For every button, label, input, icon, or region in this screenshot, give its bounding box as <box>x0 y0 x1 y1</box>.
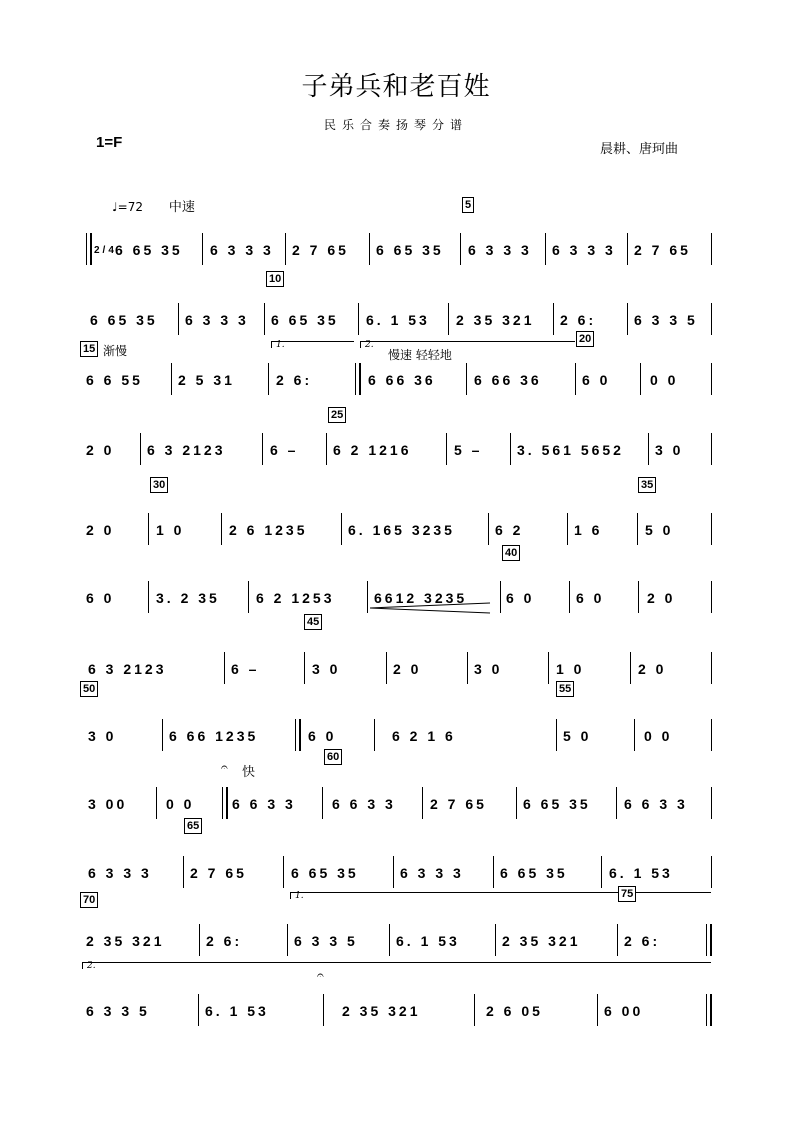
measure-notes: 6 3 3 5 <box>634 312 698 328</box>
measure-notes: 2 35 321 <box>502 933 581 949</box>
measure-notes: 6. 1 53 <box>396 933 460 949</box>
barline <box>638 581 639 613</box>
measure-notes: 0 0 <box>650 372 679 388</box>
barline <box>171 363 172 395</box>
barline <box>556 719 557 751</box>
measure-notes: 2 35 321 <box>86 933 165 949</box>
barline <box>183 856 184 888</box>
score-row <box>0 820 792 898</box>
crescendo-hairpin <box>370 601 494 615</box>
measure-notes: 2 0 <box>86 442 115 458</box>
measure-number: 25 <box>328 407 346 423</box>
measure-notes: 6 65 35 <box>291 865 359 881</box>
barline <box>148 513 149 545</box>
barline <box>285 233 286 265</box>
measure-notes: 3. 561 5652 <box>517 442 624 458</box>
barline <box>711 652 712 684</box>
barline <box>162 719 163 751</box>
barline <box>268 363 269 395</box>
score-row <box>0 888 792 966</box>
measure-notes: 6 2 1 6 <box>392 728 456 744</box>
measure-notes: 6 65 35 <box>523 796 591 812</box>
barline <box>630 652 631 684</box>
barline <box>711 856 712 888</box>
measure-notes: 6 0 <box>582 372 611 388</box>
barline <box>474 994 475 1026</box>
measure-notes: 2 7 65 <box>190 865 247 881</box>
end-repeat-bar <box>706 924 712 956</box>
score-row <box>0 547 792 623</box>
barline <box>198 994 199 1026</box>
tempo-word: 中速 <box>168 200 195 215</box>
start-repeat-bar <box>86 233 92 265</box>
barline <box>553 303 554 335</box>
measure-notes: 6 3 3 5 <box>294 933 358 949</box>
barline <box>369 233 370 265</box>
measure-number: 10 <box>266 271 284 287</box>
barline <box>548 652 549 684</box>
measure-notes: 6 0 <box>576 590 605 606</box>
barline <box>569 581 570 613</box>
measure-notes: 2 35 321 <box>342 1003 421 1019</box>
barline <box>248 581 249 613</box>
measure-notes: 6 6 55 <box>86 372 143 388</box>
barline <box>648 433 649 465</box>
barline <box>323 994 324 1026</box>
measure-number: 70 <box>80 892 98 908</box>
barline <box>640 363 641 395</box>
barline <box>202 233 203 265</box>
volta-2-label: 2. <box>87 961 96 971</box>
score-row <box>0 683 792 761</box>
measure-notes: 3 0 <box>655 442 684 458</box>
barline <box>422 787 423 819</box>
measure-notes: 1 6 <box>574 522 603 538</box>
measure-number: 40 <box>502 545 520 561</box>
barline <box>341 513 342 545</box>
barline <box>601 856 602 888</box>
fermata-icon: 𝄐 <box>221 760 228 774</box>
measure-notes: 6 3 3 3 <box>400 865 464 881</box>
measure-notes: 6 00 <box>604 1003 644 1019</box>
measure-notes: 6 65 35 <box>376 242 444 258</box>
barline <box>358 303 359 335</box>
measure-notes: 6 3 3 5 <box>86 1003 150 1019</box>
measure-notes: 6 66 36 <box>368 372 436 388</box>
score-row <box>0 273 792 345</box>
volta-2-label: 2. <box>365 340 374 350</box>
barline <box>389 924 390 956</box>
measure-notes: 2 0 <box>393 661 422 677</box>
barline <box>711 303 712 335</box>
measure-notes: 6 0 <box>86 590 115 606</box>
measure-notes: 6 65 35 <box>271 312 339 328</box>
measure-notes: 3 0 <box>312 661 341 677</box>
measure-notes: 6 3 2123 <box>88 661 167 677</box>
barline <box>466 363 467 395</box>
measure-notes: 2 6: <box>206 933 243 949</box>
barline <box>148 581 149 613</box>
barline <box>493 856 494 888</box>
key-signature: 1=F <box>96 134 123 151</box>
measure-number: 65 <box>184 818 202 834</box>
score-row <box>0 961 792 1036</box>
measure-notes: 3 0 <box>474 661 503 677</box>
measure-notes: 2 0 <box>638 661 667 677</box>
measure-notes: 6 65 35 <box>90 312 158 328</box>
barline <box>516 787 517 819</box>
measure-notes: 1 0 <box>556 661 585 677</box>
measure-notes: 6 3 3 3 <box>468 242 532 258</box>
barline <box>367 581 368 613</box>
measure-notes: 6 0 <box>506 590 535 606</box>
measure-notes: 6 3 3 3 <box>552 242 616 258</box>
barline <box>199 924 200 956</box>
end-repeat-bar <box>355 363 361 395</box>
page-title: 子弟兵和老百姓 <box>301 72 491 102</box>
measure-notes: 6612 3235 <box>374 590 468 606</box>
barline <box>304 652 305 684</box>
measure-notes: 2 6 05 <box>486 1003 543 1019</box>
measure-notes: 3 00 <box>88 796 128 812</box>
barline <box>488 513 489 545</box>
measure-notes: 2 35 321 <box>456 312 535 328</box>
measure-number: 5 <box>462 197 474 213</box>
barline <box>711 787 712 819</box>
measure-notes: 6 2 1216 <box>333 442 412 458</box>
barline <box>597 994 598 1026</box>
double-barline <box>295 719 301 751</box>
tempo-marking <box>112 196 195 215</box>
measure-notes: 6. 1 53 <box>366 312 430 328</box>
measure-notes: 0 0 <box>644 728 673 744</box>
measure-number: 50 <box>80 681 98 697</box>
measure-number: 30 <box>150 477 168 493</box>
measure-notes: 6. 1 53 <box>205 1003 269 1019</box>
barline <box>221 513 222 545</box>
measure-notes: 6 – <box>231 661 260 677</box>
time-signature: 2/4 <box>94 244 117 256</box>
volta-1-bracket <box>290 892 711 899</box>
barline <box>224 652 225 684</box>
measure-notes: 6 3 3 3 <box>185 312 249 328</box>
final-barline <box>706 994 712 1026</box>
measure-number: 75 <box>618 886 636 902</box>
barline <box>140 433 141 465</box>
measure-notes: 6. 165 3235 <box>348 522 455 538</box>
measure-notes: 2 6: <box>276 372 313 388</box>
measure-notes: 6 65 35 <box>115 242 183 258</box>
measure-notes: 6 65 35 <box>500 865 568 881</box>
score-row <box>0 409 792 475</box>
measure-notes: 2 7 65 <box>634 242 691 258</box>
volta-2-bracket <box>82 962 711 969</box>
barline <box>283 856 284 888</box>
barline <box>575 363 576 395</box>
barline <box>386 652 387 684</box>
barline <box>617 924 618 956</box>
fermata-icon: 𝄐 <box>317 968 324 982</box>
measure-notes: 5 – <box>454 442 483 458</box>
measure-notes: 2 7 65 <box>292 242 349 258</box>
measure-notes: 6 – <box>270 442 299 458</box>
measure-notes: 2 5 31 <box>178 372 235 388</box>
score-row <box>0 333 792 405</box>
barline <box>627 233 628 265</box>
measure-notes: 2 6 1235 <box>229 522 308 538</box>
slowdown-marking: 渐慢 <box>103 344 128 358</box>
barline <box>393 856 394 888</box>
measure-notes: 6 0 <box>308 728 337 744</box>
measure-number: 60 <box>324 749 342 765</box>
volta-1-label: 1. <box>276 340 285 350</box>
barline <box>326 433 327 465</box>
barline <box>495 924 496 956</box>
measure-notes: 2 0 <box>647 590 676 606</box>
slow-gentle-marking: 慢速 轻轻地 <box>388 348 452 362</box>
measure-notes: 6 6 3 3 <box>624 796 688 812</box>
barline <box>448 303 449 335</box>
barline <box>711 233 712 265</box>
measure-notes: 2 6: <box>624 933 661 949</box>
barline <box>616 787 617 819</box>
barline <box>545 233 546 265</box>
measure-notes: 5 0 <box>645 522 674 538</box>
barline <box>627 303 628 335</box>
barline <box>711 433 712 465</box>
barline <box>374 719 375 751</box>
measure-notes: 3. 2 35 <box>156 590 220 606</box>
measure-number: 35 <box>638 477 656 493</box>
measure-notes: 6 66 36 <box>474 372 542 388</box>
score-row <box>0 616 792 694</box>
barline <box>322 787 323 819</box>
barline <box>634 719 635 751</box>
barline <box>567 513 568 545</box>
measure-number: 55 <box>556 681 574 697</box>
barline <box>264 303 265 335</box>
measure-notes: 2 7 65 <box>430 796 487 812</box>
measure-notes: 6 3 3 3 <box>210 242 274 258</box>
barline <box>500 581 501 613</box>
measure-number: 20 <box>576 331 594 347</box>
composer-credit: 晨耕、唐珂曲 <box>600 142 679 157</box>
measure-notes: 2 6: <box>560 312 597 328</box>
measure-notes: 0 0 <box>166 796 195 812</box>
start-repeat-bar <box>222 787 228 819</box>
page-subtitle: 民乐合奏扬琴分谱 <box>323 118 468 132</box>
volta-1-label: 1. <box>295 891 304 901</box>
volta-1-bracket <box>271 341 354 348</box>
barline <box>637 513 638 545</box>
measure-notes: 1 0 <box>156 522 185 538</box>
barline <box>262 433 263 465</box>
measure-notes: 6 3 3 3 <box>88 865 152 881</box>
barline <box>178 303 179 335</box>
measure-notes: 6 6 3 3 <box>232 796 296 812</box>
measure-notes: 6 3 2123 <box>147 442 226 458</box>
score-row <box>0 751 792 829</box>
fast-marking: 快 <box>242 765 256 780</box>
barline <box>467 652 468 684</box>
score-row <box>0 479 792 555</box>
barline <box>711 581 712 613</box>
measure-notes: 6 2 <box>495 522 524 538</box>
measure-notes: 3 0 <box>88 728 117 744</box>
measure-number: 15 <box>80 341 98 357</box>
barline <box>711 513 712 545</box>
barline <box>446 433 447 465</box>
barline <box>510 433 511 465</box>
measure-notes: 6. 1 53 <box>609 865 673 881</box>
measure-notes: 2 0 <box>86 522 115 538</box>
barline <box>156 787 157 819</box>
barline <box>711 363 712 395</box>
barline <box>460 233 461 265</box>
measure-number: 45 <box>304 614 322 630</box>
measure-notes: 6 6 3 3 <box>332 796 396 812</box>
measure-notes: 5 0 <box>563 728 592 744</box>
measure-notes: 6 66 1235 <box>169 728 259 744</box>
barline <box>287 924 288 956</box>
barline <box>711 719 712 751</box>
measure-notes: 6 2 1253 <box>256 590 335 606</box>
tempo-bpm: ♩=72 <box>112 200 143 214</box>
